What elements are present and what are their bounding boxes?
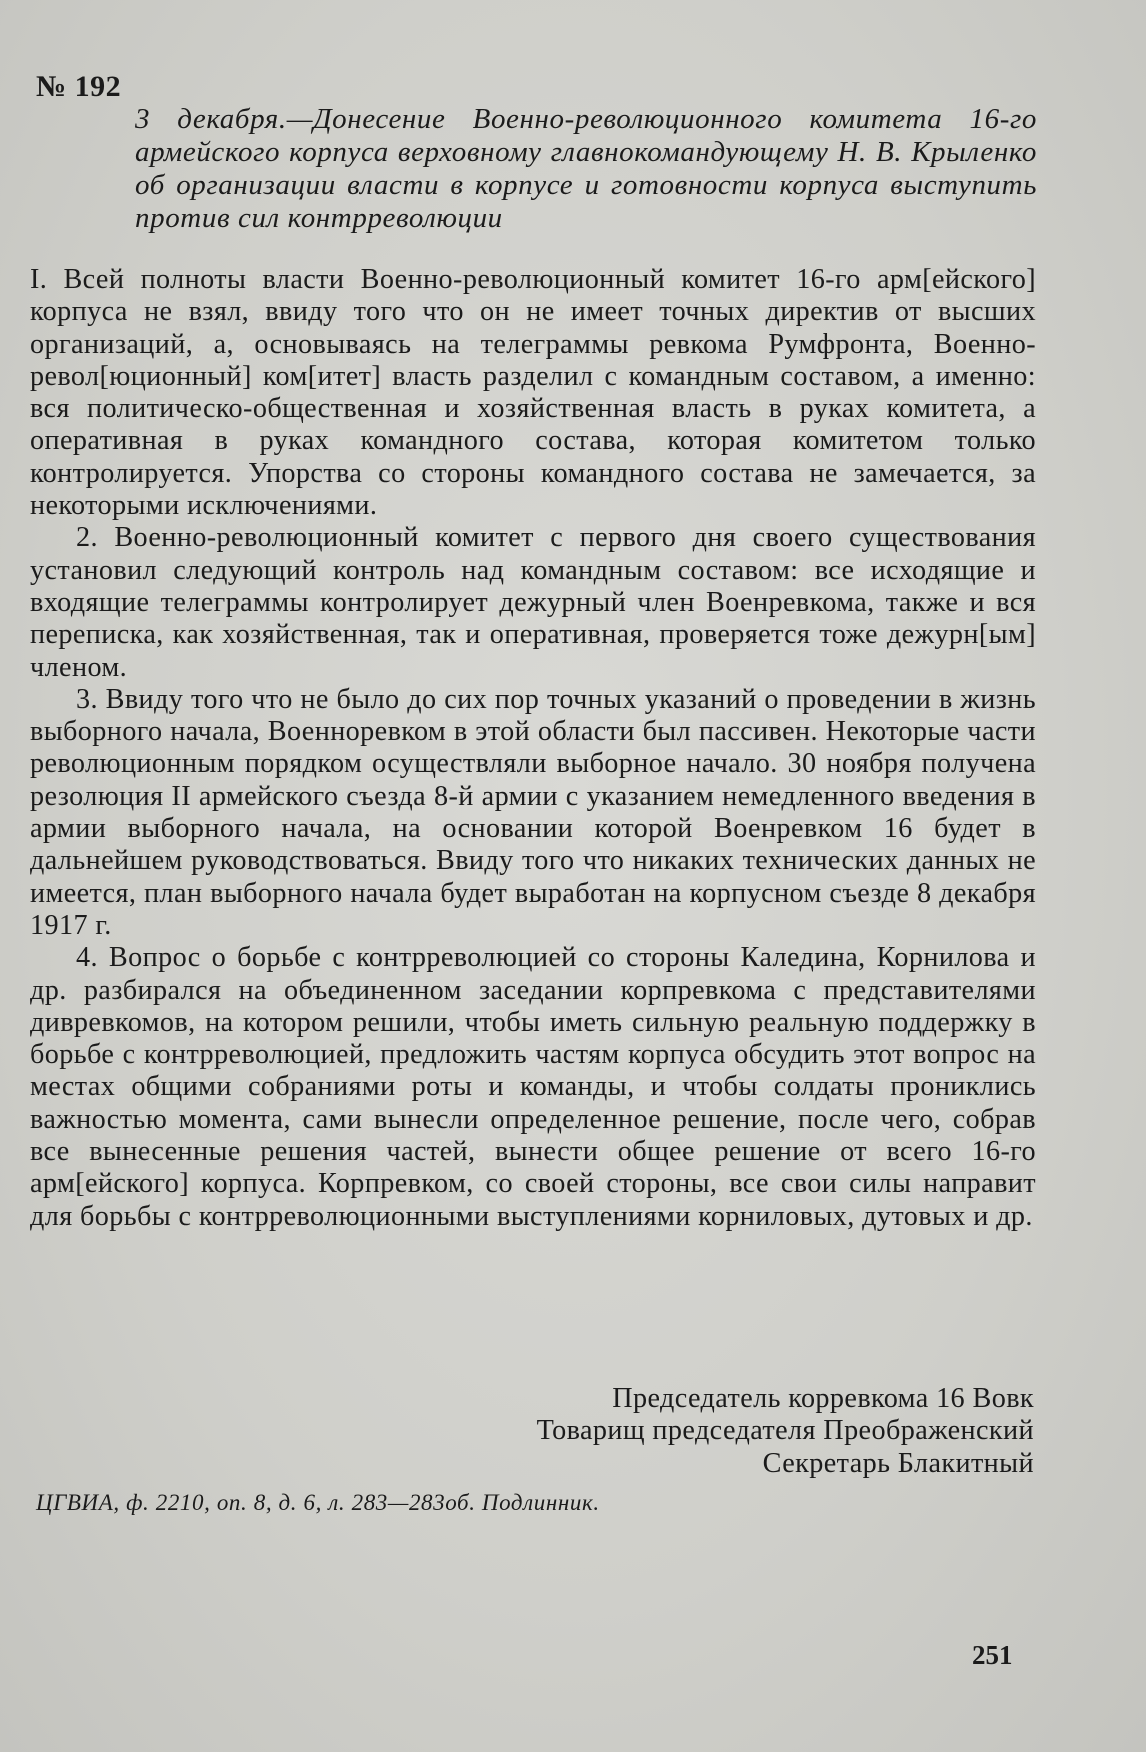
paragraph-2: 2. Военно-революционный комитет с первого дня своего существования установил следующий контроль над командным составом: все исходящие и входящие телеграммы контролирует дежурный член Военревкома, также и вся переписка, как хозяйственная, так и оперативная, проверяется тоже дежурн[ым] членом. [30, 522, 1036, 683]
signature-secretary: Секретарь Блакитный [762, 1447, 1034, 1479]
paragraph-1: I. Всей полноты власти Военно-революционный комитет 16-го арм[ейского] корпуса не взял, ввиду того что он не имеет точных директив от высших организаций, а, основываясь на телеграммы ревкома Румфронта, Военно-револ[юционный] ком[итет] власть разделил с командным составом, а именно: вся политическо-общественная и хозяйственная власть в руках комитета, а оперативная в руках командного состава, которая комитетом только контролируется. Упорства со стороны командного состава не замечается, за некоторыми исключениями. [30, 264, 1036, 522]
page-number: 251 [972, 1640, 1013, 1670]
document-number: № 192 [36, 70, 122, 103]
signature-block [537, 1383, 1034, 1480]
signature-deputy: Товарищ председателя Преображенский [536, 1415, 1034, 1447]
paragraph-4: 4. Вопрос о борьбе с контрреволюцией со стороны Каледина, Корнилова и др. разбирался на объединенном заседании корпревкома с представителями дивревкомов, на котором решили, чтобы иметь сильную реальную поддержку в борьбе с контрреволюцией, предложить частям корпуса обсудить этот вопрос на местах общими собраниями роты и команды, и чтобы солдаты прониклись важностью момента, сами вынесли определенное решение, после чего, собрав все вынесенные решения частей, вынести общее решение от всего 16-го арм[ейского] корпуса. Корпревком, со своей стороны, все свои силы направит для борьбы с контрреволюционными выступлениями корниловых, дутовых и др. [30, 942, 1036, 1232]
document-body [30, 264, 1036, 1233]
signature-chairman: Председатель корревкома 16 Вовк [612, 1383, 1034, 1414]
document-heading: 3 декабря.—Донесение Военно-революционного комитета 16-го армейского корпуса верховному главнокомандующему Н. В. Крыленко об организации власти в корпусе и готовности корпуса выступить против сил контрреволюции [135, 103, 1037, 234]
archive-source: ЦГВИА, ф. 2210, оп. 8, д. 6, л. 283—283об. Подлинник. [36, 1490, 600, 1515]
paragraph-3: 3. Ввиду того что не было до сих пор точных указаний о проведении в жизнь выборного начала, Военноревком в этой области был пассивен. Некоторые части революционным порядком осуществляли выборное начало. 30 ноября получена резолюция II армейского съезда 8-й армии с указанием немедленного введения в армии выборного начала, на основании которой Военревком 16 будет в дальнейшем руководствоваться. Ввиду того что никаких технических данных не имеется, план выборного начала будет выработан на корпусном съезде 8 декабря 1917 г. [30, 683, 1036, 941]
